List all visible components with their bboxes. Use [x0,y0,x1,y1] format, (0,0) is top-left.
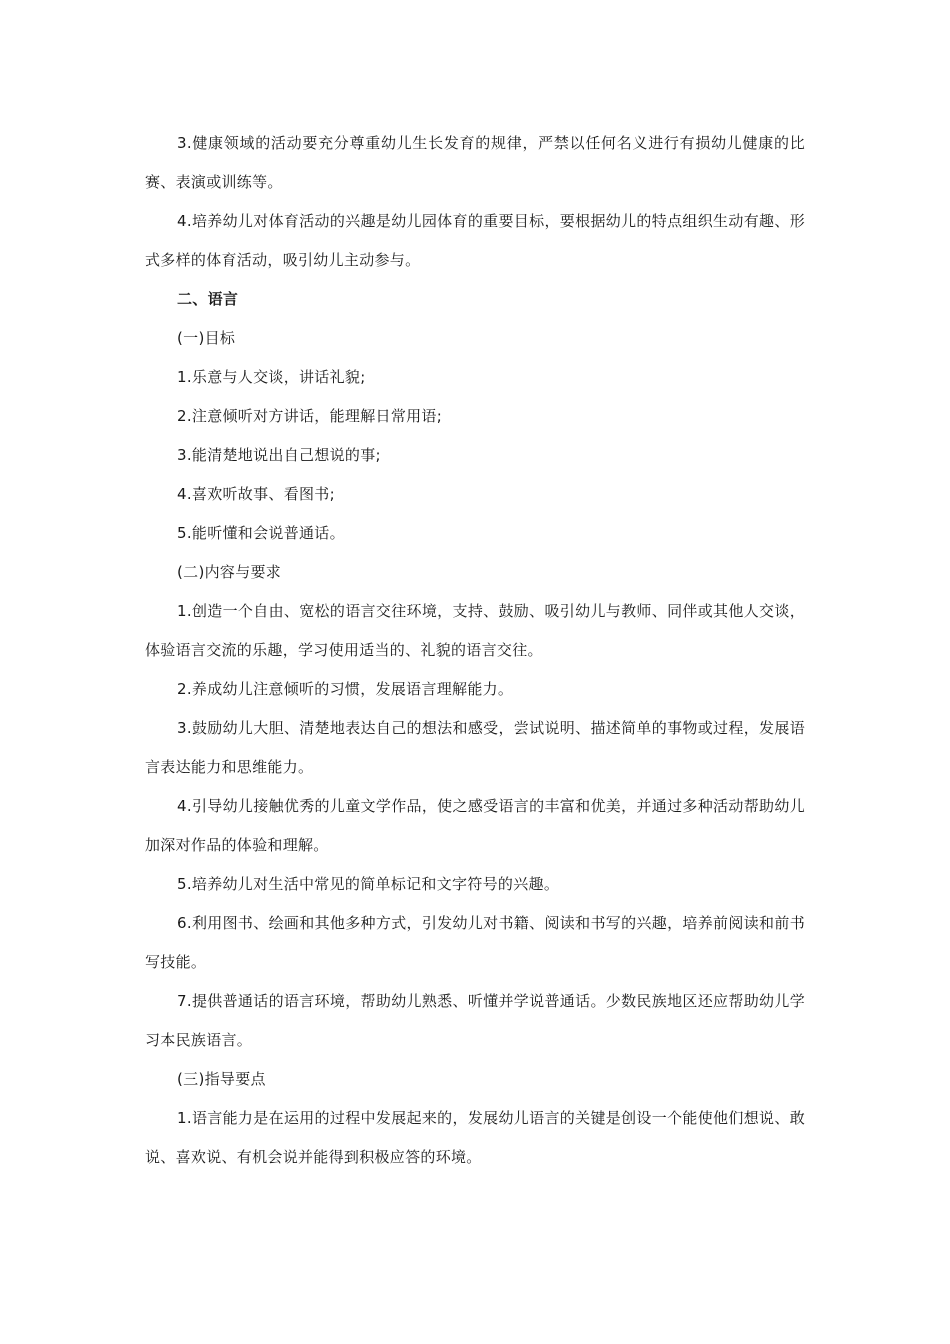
subheading-goals: (一)目标 [177,329,236,347]
subheading-content-requirements: (二)内容与要求 [177,563,282,581]
goal-item-1: 1.乐意与人交谈，讲话礼貌; [177,368,366,386]
document-body [145,124,805,1177]
requirement-item-4: 4.引导幼儿接触优秀的儿童文学作品，使之感受语言的丰富和优美，并通过多种活动帮助幼儿加深对作品的体验和理解。 [145,797,805,854]
requirement-item-7: 7.提供普通话的语言环境，帮助幼儿熟悉、听懂并学说普通话。少数民族地区还应帮助幼儿学习本民族语言。 [145,992,805,1049]
requirement-item-6: 6.利用图书、绘画和其他多种方式，引发幼儿对书籍、阅读和书写的兴趣，培养前阅读和前书写技能。 [145,914,805,971]
goal-item-4: 4.喜欢听故事、看图书; [177,485,335,503]
requirement-item-5: 5.培养幼儿对生活中常见的简单标记和文字符号的兴趣。 [177,875,560,893]
requirement-item-1: 1.创造一个自由、宽松的语言交往环境，支持、鼓励、吸引幼儿与教师、同伴或其他人交谈，体验语言交流的乐趣，学习使用适当的、礼貌的语言交往。 [145,602,805,659]
guidance-item-1: 1.语言能力是在运用的过程中发展起来的，发展幼儿语言的关键是创设一个能使他们想说、敢说、喜欢说、有机会说并能得到积极应答的环境。 [145,1109,805,1166]
paragraph-health-4: 4.培养幼儿对体育活动的兴趣是幼儿园体育的重要目标，要根据幼儿的特点组织生动有趣、形式多样的体育活动，吸引幼儿主动参与。 [145,212,805,269]
requirement-item-2: 2.养成幼儿注意倾听的习惯，发展语言理解能力。 [177,680,514,698]
goal-item-2: 2.注意倾听对方讲话，能理解日常用语; [177,407,443,425]
goal-item-3: 3.能清楚地说出自己想说的事; [177,446,381,464]
subheading-guidance: (三)指导要点 [177,1070,266,1088]
goal-item-5: 5.能听懂和会说普通话。 [177,524,345,542]
paragraph-health-3: 3.健康领域的活动要充分尊重幼儿生长发育的规律，严禁以任何名义进行有损幼儿健康的比赛、表演或训练等。 [145,134,805,191]
requirement-item-3: 3.鼓励幼儿大胆、清楚地表达自己的想法和感受，尝试说明、描述简单的事物或过程，发展语言表达能力和思维能力。 [145,719,805,776]
section-heading-language: 二、语言 [177,290,239,308]
